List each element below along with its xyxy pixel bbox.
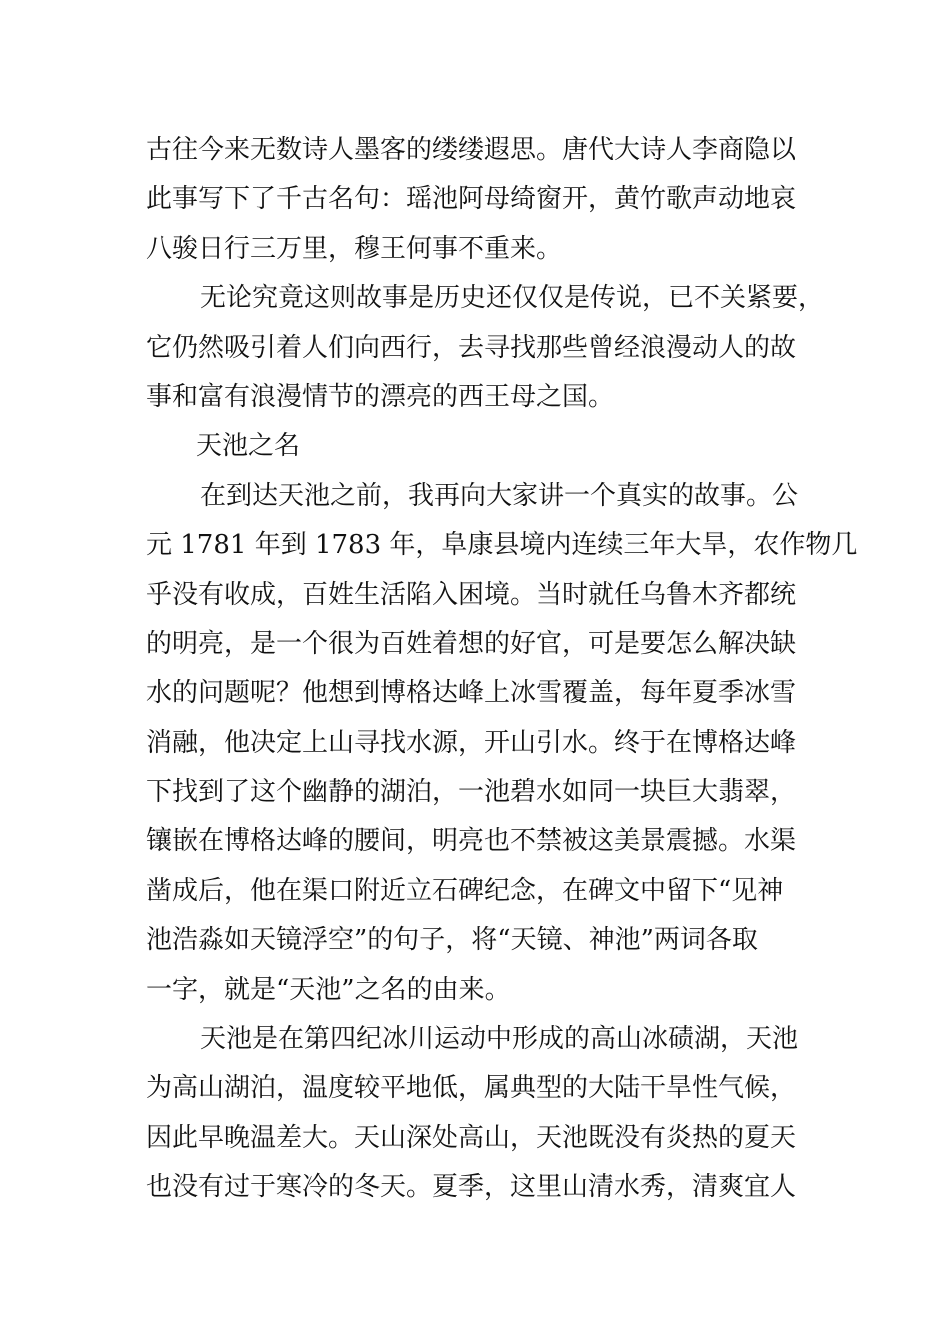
text-line: 它仍然吸引着人们向西行，去寻找那些曾经浪漫动人的故: [146, 332, 797, 363]
paragraph: [146, 274, 826, 422]
text-line: 镶嵌在博格达峰的腰间，明亮也不禁被这美景震撼。水渠: [146, 826, 797, 857]
text-line: 乎没有收成，百姓生活陷入困境。当时就任乌鲁木齐都统: [146, 579, 797, 610]
text-line: 为高山湖泊，温度较平地低，属典型的大陆干旱性气候，: [146, 1073, 797, 1104]
paragraph: [146, 1015, 826, 1213]
text-line: 的明亮，是一个很为百姓着想的好官，可是要怎么解决缺: [146, 628, 797, 659]
text-line: 元 1781 年到 1783 年，阜康县境内连续三年大旱，农作物几: [146, 530, 858, 561]
text-line: 池浩淼如天镜浮空”的句子，将“天镜、神池”两词各取: [146, 925, 758, 956]
text-line: 水的问题呢？他想到博格达峰上冰雪覆盖，每年夏季冰雪: [146, 678, 797, 709]
text-line: 八骏日行三万里，穆王何事不重来。: [146, 233, 563, 264]
text-line: 一字，就是“天池”之名的由来。: [146, 974, 511, 1005]
text-line: 事和富有浪漫情节的漂亮的西王母之国。: [146, 381, 615, 412]
text-line: 也没有过于寒冷的冬天。夏季，这里山清水秀，清爽宜人: [146, 1172, 797, 1203]
paragraph: [146, 472, 858, 1015]
text-line: 因此早晚温差大。天山深处高山，天池既没有炎热的夏天: [146, 1122, 797, 1153]
section-heading-text: 天池之名: [196, 431, 301, 462]
document-body: [146, 126, 858, 1213]
text-line: 消融，他决定上山寻找水源，开山引水。终于在博格达峰: [146, 727, 797, 758]
text-line: 古往今来无数诗人墨客的缕缕遐思。唐代大诗人李商隐以: [146, 135, 797, 165]
section-heading: [146, 422, 826, 471]
text-line: 此事写下了千古名句：瑶池阿母绮窗开，黄竹歌声动地哀: [146, 184, 797, 215]
text-line: 无论究竟这则故事是历史还仅仅是传说，已不关紧要，: [200, 283, 825, 314]
text-line: 下找到了这个幽静的湖泊，一池碧水如同一块巨大翡翠，: [146, 777, 797, 808]
text-line: 天池是在第四纪冰川运动中形成的高山冰碛湖，天池: [200, 1024, 799, 1055]
text-line: 凿成后，他在渠口附近立石碑纪念，在碑文中留下“见神: [146, 875, 784, 906]
text-line: 在到达天池之前，我再向大家讲一个真实的故事。公: [200, 480, 799, 511]
paragraph: [146, 126, 826, 274]
